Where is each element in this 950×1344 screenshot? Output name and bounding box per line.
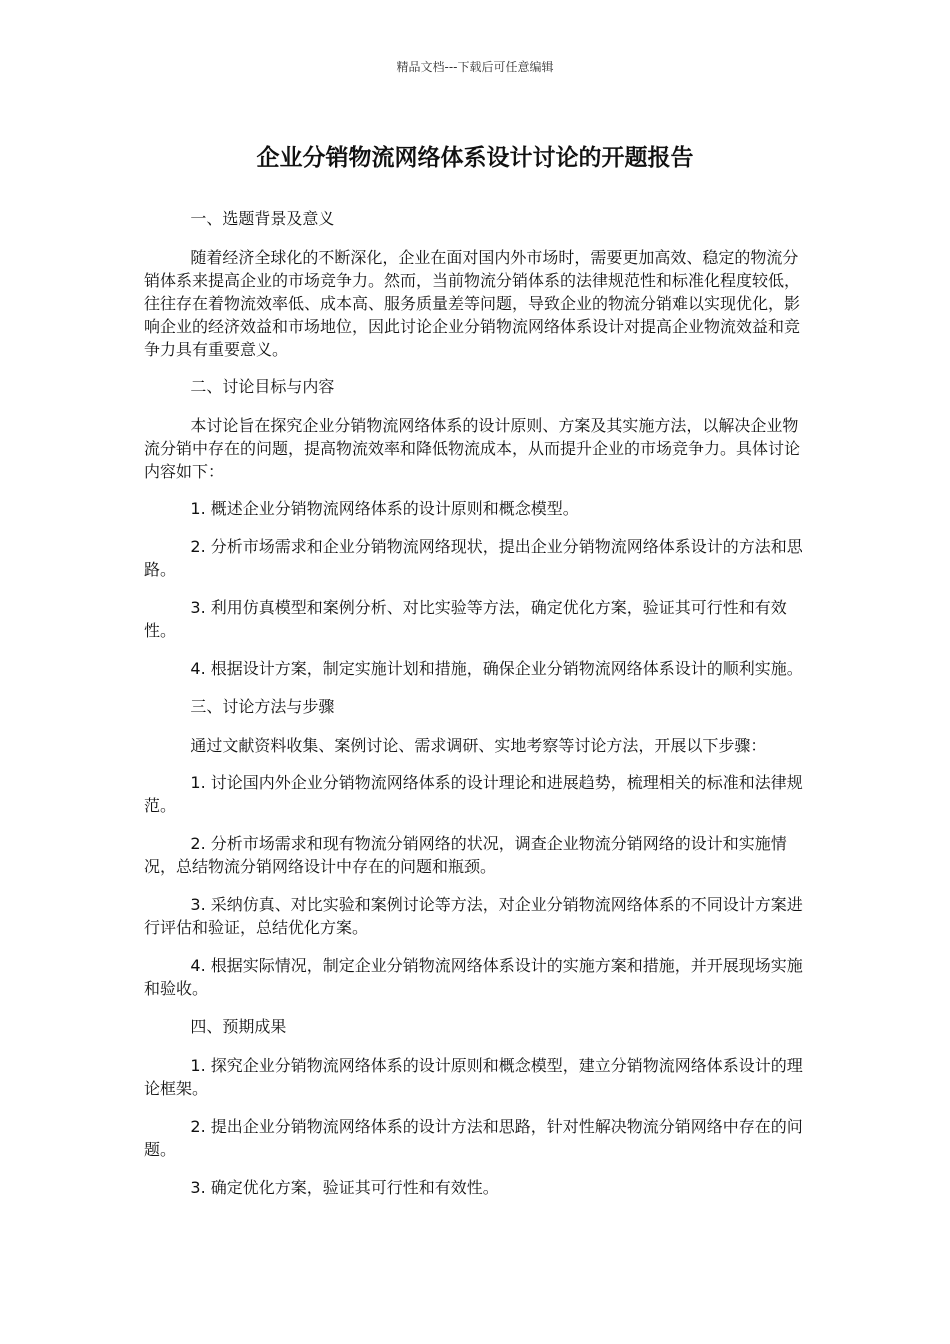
header-note: 精品文档---下载后可任意编辑 (396, 60, 554, 74)
list-item: 3. 利用仿真模型和案例分析、对比实验等方法，确定优化方案，验证其可行性和有效性。 (144, 598, 787, 640)
list-item: 2. 提出企业分销物流网络体系的设计方法和思路，针对性解决物流分销网络中存在的问题。 (144, 1117, 803, 1159)
list-item: 3. 确定优化方案，验证其可行性和有效性。 (190, 1178, 499, 1197)
document-body (144, 207, 804, 1214)
section-heading-background: 一、选题背景及意义 (190, 209, 335, 228)
list-item: 3. 采纳仿真、对比实验和案例讨论等方法，对企业分销物流网络体系的不同设计方案进行评估和验证，总结优化方案。 (144, 895, 803, 937)
section-paragraph-methods: 通过文献资料收集、案例讨论、需求调研、实地考察等讨论方法，开展以下步骤： (190, 736, 767, 755)
list-item: 2. 分析市场需求和企业分销物流网络现状，提出企业分销物流网络体系设计的方法和思路。 (144, 537, 803, 579)
list-item: 1. 探究企业分销物流网络体系的设计原则和概念模型，建立分销物流网络体系设计的理论框架。 (144, 1056, 803, 1098)
list-item: 1. 讨论国内外企业分销物流网络体系的设计理论和进展趋势，梳理相关的标准和法律规范。 (144, 773, 803, 815)
list-item: 2. 分析市场需求和现有物流分销网络的状况，调查企业物流分销网络的设计和实施情况，总结物流分销网络设计中存在的问题和瓶颈。 (144, 834, 787, 876)
list-item: 1. 概述企业分销物流网络体系的设计原则和概念模型。 (190, 499, 579, 518)
section-heading-methods: 三、讨论方法与步骤 (190, 697, 335, 716)
section-heading-goals: 二、讨论目标与内容 (190, 377, 335, 396)
list-item: 4. 根据实际情况，制定企业分销物流网络体系设计的实施方案和措施，并开展现场实施和验收。 (144, 956, 803, 998)
list-item: 4. 根据设计方案，制定实施计划和措施，确保企业分销物流网络体系设计的顺利实施。 (190, 659, 803, 678)
section-heading-outcomes: 四、预期成果 (190, 1017, 287, 1036)
section-paragraph-background: 随着经济全球化的不断深化，企业在面对国内外市场时，需要更加高效、稳定的物流分销体系来提高企业的市场竞争力。然而，当前物流分销体系的法律规范性和标准化程度较低，往往存在着物流效率低、成本高、服务质量差等问题，导致企业的物流分销难以实现优化，影响企业的经济效益和市场地位，因此讨论企业分销物流网络体系设计对提高企业物流效益和竞争力具有重要意义。 (144, 248, 801, 359)
document-title: 企业分销物流网络体系设计讨论的开题报告 (256, 145, 694, 171)
section-paragraph-goals: 本讨论旨在探究企业分销物流网络体系的设计原则、方案及其实施方法，以解决企业物流分销中存在的问题，提高物流效率和降低物流成本，从而提升企业的市场竞争力。具体讨论内容如下： (144, 416, 801, 481)
